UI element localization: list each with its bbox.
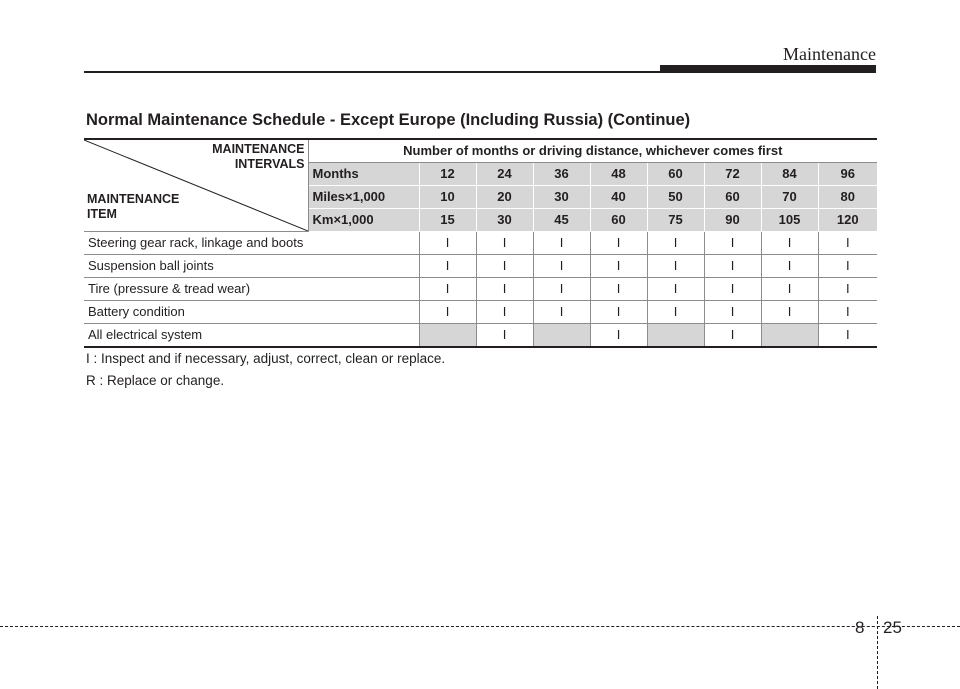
unit-value: 72 bbox=[704, 163, 761, 186]
interval-mark: I bbox=[533, 278, 590, 301]
item-label: MAINTENANCE ITEM bbox=[87, 192, 180, 221]
interval-mark: I bbox=[590, 324, 647, 348]
interval-mark: I bbox=[704, 255, 761, 278]
interval-mark: I bbox=[818, 232, 877, 255]
section-title: Normal Maintenance Schedule - Except Europe (Including Russia) (Continue) bbox=[86, 111, 691, 129]
footer-rule bbox=[0, 626, 960, 627]
unit-label: Miles×1,000 bbox=[308, 186, 419, 209]
unit-value: 60 bbox=[704, 186, 761, 209]
footer-divider bbox=[877, 616, 878, 689]
interval-mark: I bbox=[476, 278, 533, 301]
interval-mark: I bbox=[704, 278, 761, 301]
header-rule bbox=[84, 71, 664, 73]
header-rule-accent bbox=[660, 65, 876, 73]
interval-mark: I bbox=[419, 255, 476, 278]
unit-value: 90 bbox=[704, 209, 761, 232]
intervals-label: MAINTENANCE INTERVALS bbox=[212, 142, 305, 171]
interval-mark: I bbox=[476, 324, 533, 348]
chapter-number: 8 bbox=[855, 618, 865, 637]
interval-mark: I bbox=[845, 327, 850, 342]
interval-mark: I bbox=[761, 232, 818, 255]
interval-mark bbox=[647, 324, 704, 348]
interval-mark: I bbox=[818, 301, 877, 324]
interval-mark: I bbox=[818, 255, 877, 278]
table-row bbox=[84, 232, 877, 255]
interval-mark: I bbox=[647, 232, 704, 255]
interval-mark: I bbox=[647, 301, 704, 324]
interval-mark bbox=[419, 324, 476, 348]
unit-value: 120 bbox=[818, 209, 877, 232]
interval-mark: I bbox=[704, 301, 761, 324]
interval-mark: I bbox=[818, 278, 877, 301]
unit-value: 10 bbox=[419, 186, 476, 209]
interval-mark: I bbox=[704, 232, 761, 255]
interval-mark: I bbox=[419, 232, 476, 255]
table-row bbox=[84, 301, 877, 324]
interval-mark: I bbox=[419, 301, 476, 324]
item-name: All electrical system bbox=[84, 324, 419, 348]
interval-mark: I bbox=[761, 278, 818, 301]
interval-mark: I bbox=[419, 278, 476, 301]
page-number: 25 bbox=[883, 618, 902, 637]
page-header-title: Maintenance bbox=[783, 44, 876, 64]
unit-value: 80 bbox=[818, 186, 877, 209]
unit-value: 20 bbox=[476, 186, 533, 209]
interval-mark: I bbox=[761, 255, 818, 278]
unit-value: 96 bbox=[818, 163, 877, 186]
interval-mark: I bbox=[590, 232, 647, 255]
interval-mark: I bbox=[476, 301, 533, 324]
unit-value: 60 bbox=[647, 163, 704, 186]
table-row bbox=[84, 255, 877, 278]
interval-mark bbox=[533, 324, 590, 348]
interval-header: Number of months or driving distance, whichever comes first bbox=[308, 139, 877, 163]
interval-mark: I bbox=[476, 232, 533, 255]
maintenance-schedule-table bbox=[84, 138, 877, 348]
interval-mark: I bbox=[761, 301, 818, 324]
unit-value: 15 bbox=[419, 209, 476, 232]
unit-value: 75 bbox=[647, 209, 704, 232]
item-name: Steering gear rack, linkage and boots bbox=[84, 232, 419, 255]
interval-mark: I bbox=[533, 232, 590, 255]
unit-value: 40 bbox=[590, 186, 647, 209]
interval-mark: I bbox=[533, 301, 590, 324]
unit-value: 70 bbox=[761, 186, 818, 209]
interval-mark: I bbox=[647, 255, 704, 278]
interval-mark: I bbox=[476, 255, 533, 278]
interval-mark: I bbox=[590, 255, 647, 278]
item-name: Suspension ball joints bbox=[84, 255, 419, 278]
unit-value: 45 bbox=[533, 209, 590, 232]
table-corner-cell bbox=[84, 139, 308, 232]
unit-value: 12 bbox=[419, 163, 476, 186]
table-header-row bbox=[84, 139, 877, 163]
interval-mark bbox=[761, 324, 818, 348]
unit-value: 60 bbox=[590, 209, 647, 232]
legend-inspect: I : Inspect and if necessary, adjust, correct, clean or replace. bbox=[86, 351, 446, 366]
interval-mark: I bbox=[704, 324, 761, 348]
unit-label: Km×1,000 bbox=[308, 209, 419, 232]
unit-label: Months bbox=[308, 163, 419, 186]
item-name: Tire (pressure & tread wear) bbox=[84, 278, 419, 301]
unit-value: 30 bbox=[476, 209, 533, 232]
interval-mark: I bbox=[590, 278, 647, 301]
unit-value: 36 bbox=[533, 163, 590, 186]
interval-mark: I bbox=[647, 278, 704, 301]
unit-value: 24 bbox=[476, 163, 533, 186]
item-name: Battery condition bbox=[84, 301, 419, 324]
unit-value: 50 bbox=[647, 186, 704, 209]
table-row bbox=[84, 324, 877, 348]
unit-value: 30 bbox=[533, 186, 590, 209]
legend-replace: R : Replace or change. bbox=[86, 373, 225, 388]
interval-mark: I bbox=[590, 301, 647, 324]
table-row bbox=[84, 278, 877, 301]
unit-value: 105 bbox=[761, 209, 818, 232]
interval-mark: I bbox=[533, 255, 590, 278]
unit-value: 84 bbox=[761, 163, 818, 186]
unit-value: 48 bbox=[590, 163, 647, 186]
